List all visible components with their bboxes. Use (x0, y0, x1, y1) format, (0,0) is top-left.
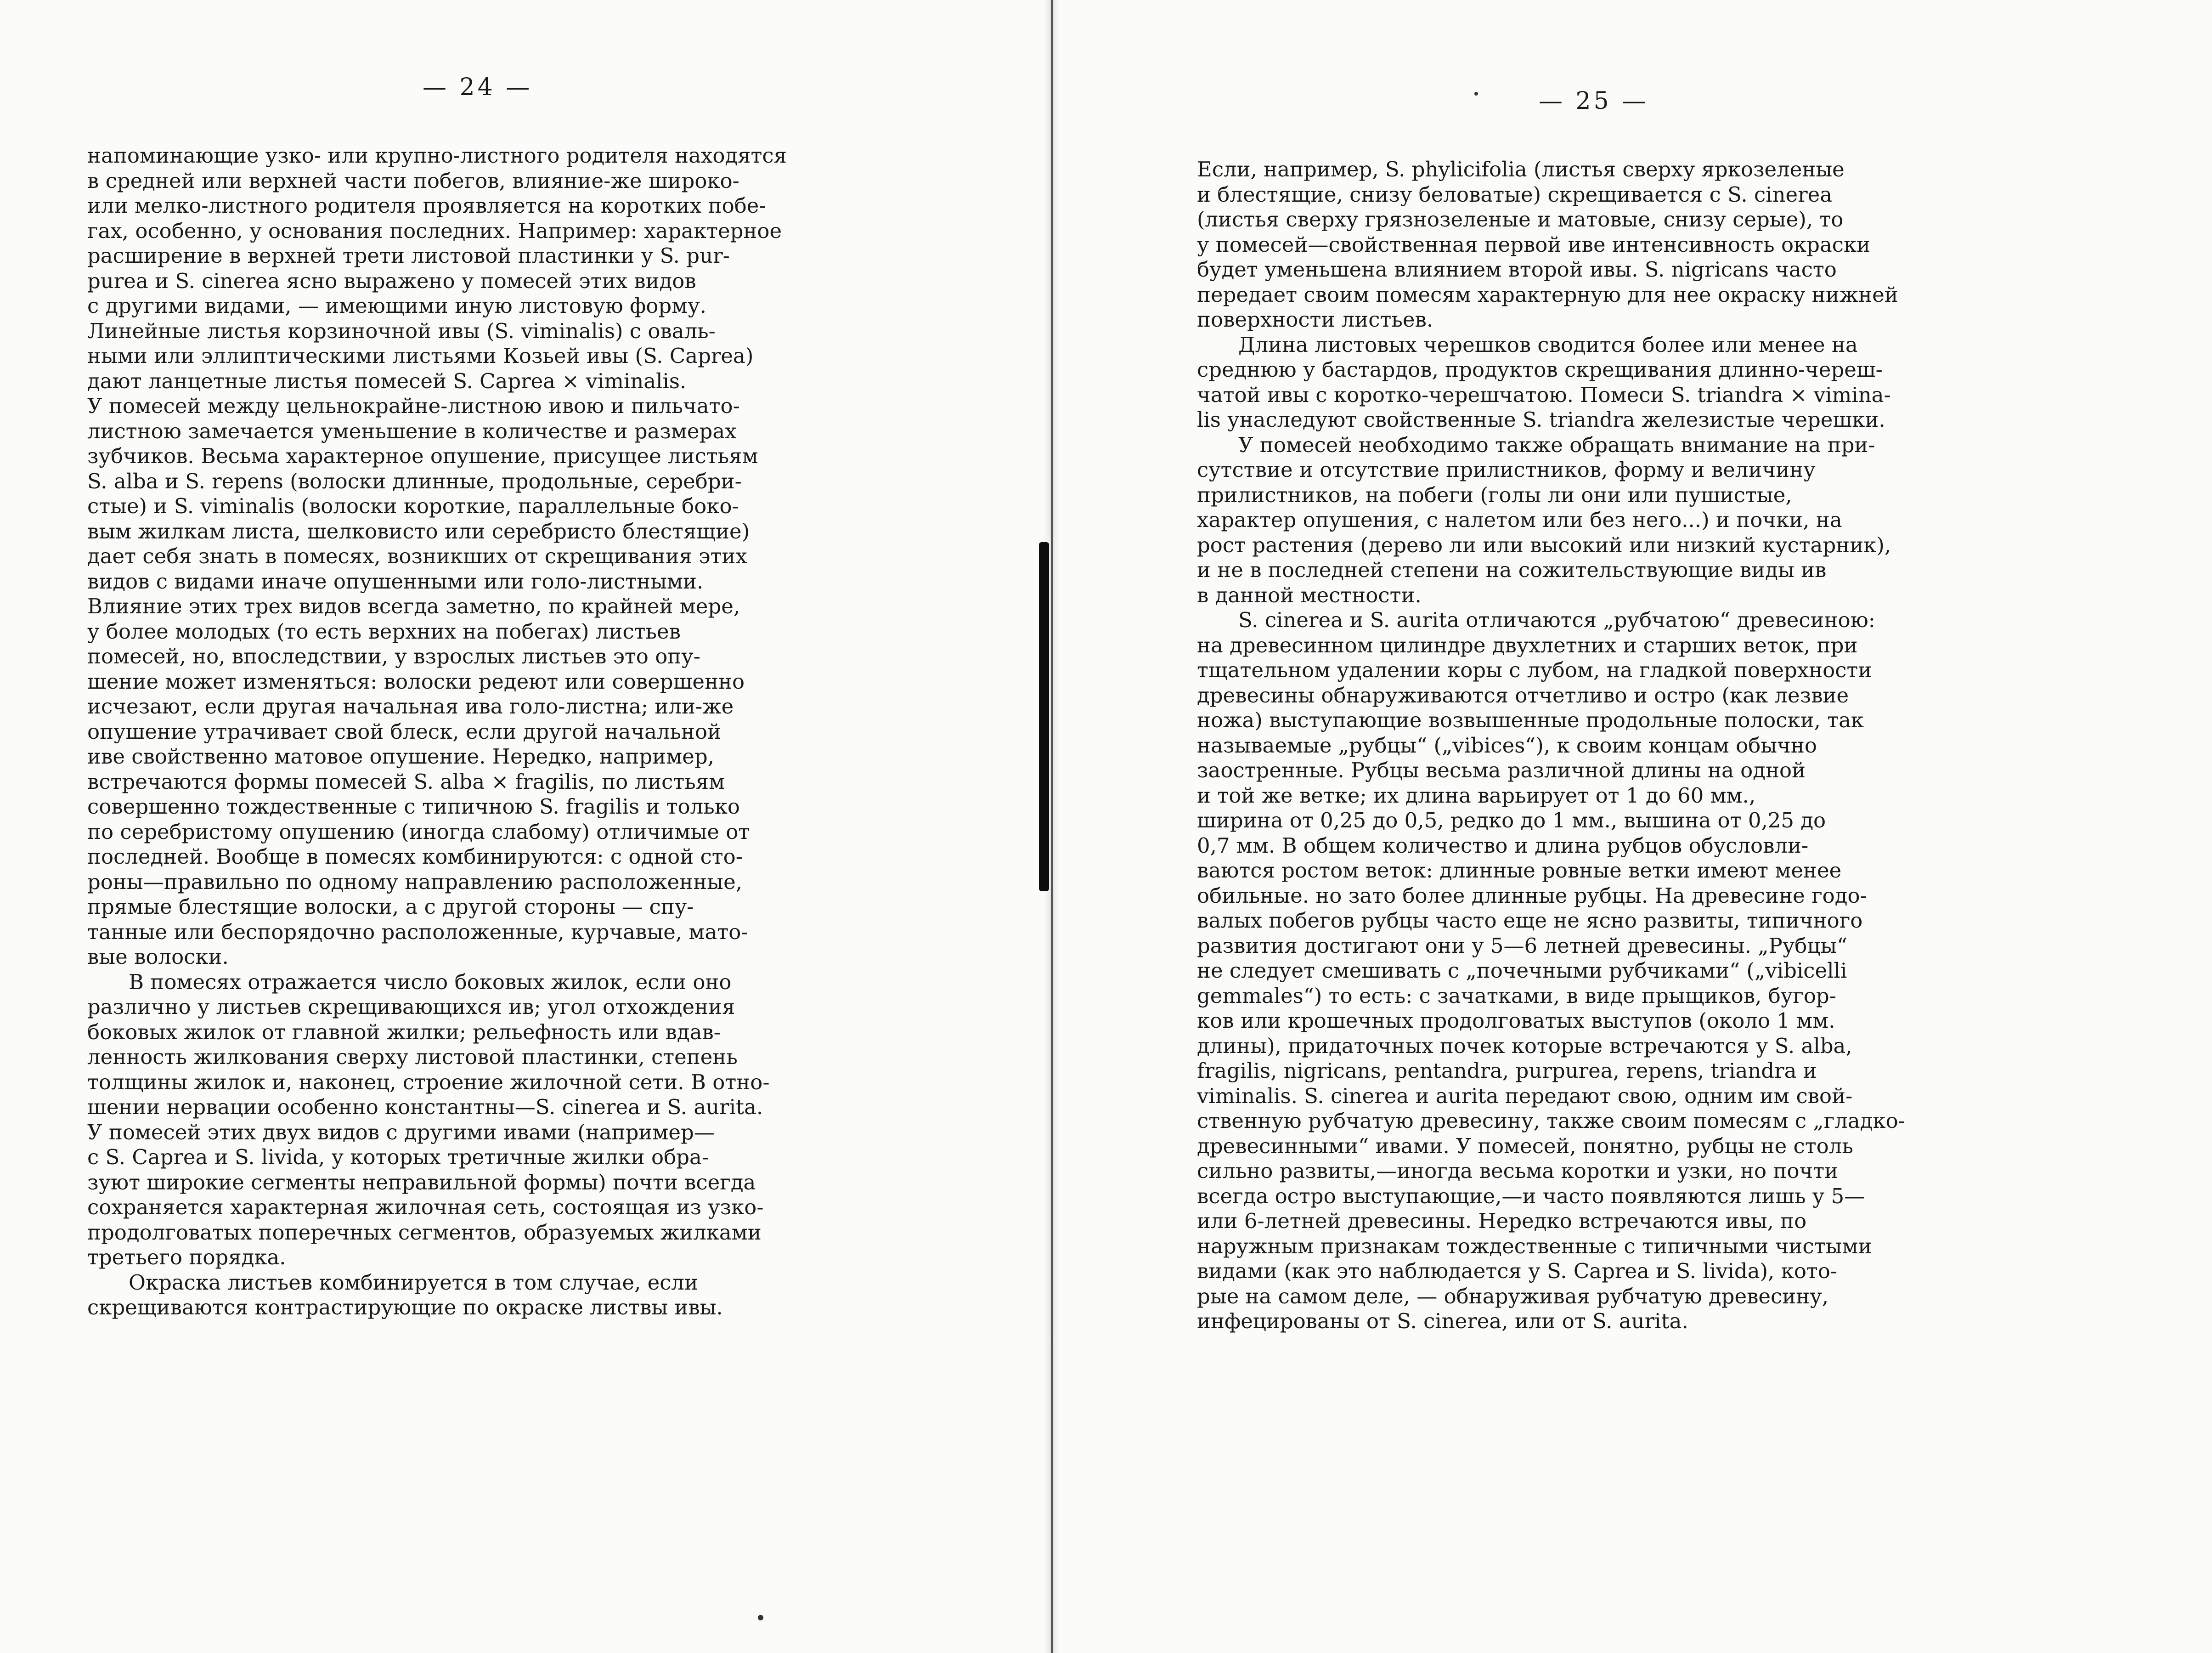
text-line: по серебристому опушению (иногда слабому) отличимые от (87, 819, 750, 844)
text-line: поверхности листьев. (1197, 307, 1433, 332)
text-line: тщательном удалении коры с лубом, на гладкой поверхности (1197, 658, 1872, 682)
text-line: передает своим помесям характерную для нее окраску нижней (1197, 282, 1898, 307)
text-line: всегда остро выступающие,—и часто появляются лишь у 5— (1197, 1183, 1865, 1208)
text-line: ножа) выступающие возвышенные продольные полоски, так (1197, 708, 1864, 732)
text-line: прямые блестящие волоски, а с другой стороны — спу- (87, 894, 694, 919)
text-line: шении нервации особенно константны—S. cinerea и S. aurita. (87, 1095, 763, 1119)
text-line: длины), придаточных почек которые встречаются у S. alba, (1197, 1033, 1852, 1058)
text-line: в средней или верхней части побегов, влияние-же широко- (87, 168, 739, 193)
text-line: сутствие и отсутствие прилистников, форму и величину (1197, 458, 1816, 482)
text-line: заостренные. Рубцы весьма различной длины на одной (1197, 758, 1806, 782)
text-line: viminalis. S. cinerea и aurita передают свою, одним им свой- (1197, 1083, 1853, 1108)
text-line: инфецированы от S. cinerea, или от S. aurita. (1197, 1309, 1688, 1333)
text-line: и блестящие, снизу беловатые) скрещивается с S. cinerea (1197, 182, 1833, 207)
text-line: lis унаследуют свойственные S. triandra железистые черешки. (1197, 408, 1885, 432)
text-line: с S. Caprea и S. livida, у которых третичные жилки обра- (87, 1145, 709, 1169)
text-line: с другими видами, — имеющими иную листовую форму. (87, 294, 706, 318)
text-line: purea и S. cinerea ясно выражено у помесей этих видов (87, 268, 696, 293)
text-line: рые на самом деле, — обнаруживая рубчатую древесину, (1197, 1284, 1829, 1308)
left-page-text (87, 143, 877, 1320)
text-line: У помесей необходимо также обращать внимание на при- (1238, 432, 1875, 457)
text-line: дают ланцетные листья помесей S. Caprea × viminalis. (87, 368, 687, 393)
text-line: У помесей между цельнокрайне-листною ивою и пильчато- (87, 394, 740, 418)
text-line: не следует смешивать с „почечными рубчиками“ („vibicelli (1197, 958, 1847, 983)
text-line: характер опушения, с налетом или без него...) и почки, на (1197, 508, 1842, 532)
left-page (0, 0, 1052, 1653)
text-line: продолговатых поперечных сегментов, образуемых жилками (87, 1220, 762, 1245)
text-line: В помесях отражается число боковых жилок, если оно (129, 969, 732, 994)
text-line: толщины жилок и, наконец, строение жилочной сети. В отно- (87, 1070, 770, 1094)
text-line: fragilis, nigricans, pentandra, purpurea, repens, triandra и (1197, 1059, 1817, 1083)
text-line: вым жилкам листа, шелковисто или серебристо блестящие) (87, 519, 750, 543)
text-line: gemmales“) то есть: с зачатками, в виде прыщиков, бугор- (1197, 983, 1836, 1008)
text-line: ственную рубчатую древесину, также своим помесям с „гладко- (1197, 1109, 1905, 1133)
text-line: на древесинном цилиндре двухлетних и старших веток, при (1197, 633, 1858, 657)
right-page-text (1197, 157, 1999, 1334)
text-line: рост растения (дерево ли или высокий или низкий кустарник), (1197, 532, 1891, 557)
text-line: в данной местности. (1197, 583, 1422, 607)
text-line: видов с видами иначе опушенными или голо-листными. (87, 569, 704, 594)
text-line: называемые „рубцы“ („vibices“), к своим концам обычно (1197, 733, 1817, 758)
text-line: стые) и S. viminalis (волоски короткие, параллельные боко- (87, 494, 739, 518)
text-line: опушение утрачивает свой блеск, если другой начальной (87, 719, 722, 744)
text-line: зубчиков. Весьма характерное опушение, присущее листьям (87, 444, 758, 468)
text-line: шение может изменяться: волоски редеют или совершенно (87, 669, 745, 694)
text-line: сильно развиты,—иногда весьма коротки и узки, но почти (1197, 1159, 1839, 1183)
text-line: Длина листовых черешков сводится более или менее на (1238, 332, 1858, 357)
page-number-right: — 25 — (1539, 87, 1649, 115)
text-line: сохраняется характерная жилочная сеть, состоящая из узко- (87, 1195, 764, 1219)
text-line: ширина от 0,25 до 0,5, редко до 1 мм., вышина от 0,25 до (1197, 808, 1826, 832)
text-line: чатой ивы с коротко-черешчатою. Помеси S. triandra × vimina- (1197, 382, 1891, 407)
text-line: у более молодых (то есть верхних на побегах) листьев (87, 619, 681, 644)
text-line: последней. Вообще в помесях комбинируются: с одной сто- (87, 844, 743, 869)
scan-speck (758, 1615, 763, 1620)
text-line: S. alba и S. repens (волоски длинные, продольные, серебри- (87, 469, 742, 493)
text-line: или мелко-листного родителя проявляется на коротких побе- (87, 193, 766, 218)
text-line: (листья сверху грязнозеленые и матовые, снизу серые), то (1197, 207, 1844, 232)
text-line: вые волоски. (87, 945, 229, 969)
text-line: совершенно тождественные с типичною S. fragilis и только (87, 794, 740, 819)
text-line: Если, например, S. phylicifolia (листья сверху яркозеленые (1197, 157, 1845, 181)
text-line: среднюю у бастардов, продуктов скрещивания длинно-череш- (1197, 357, 1883, 382)
text-line: напоминающие узко- или крупно-листного родителя находятся (87, 143, 787, 168)
text-line: S. cinerea и S. aurita отличаются „рубчатою“ древесиною: (1238, 608, 1875, 632)
text-line: дает себя знать в помесях, возникших от скрещивания этих (87, 544, 747, 568)
text-line: У помесей этих двух видов с другими ивами (например— (87, 1120, 715, 1144)
text-line: прилистников, на побеги (голы ли они или пушистые, (1197, 482, 1792, 507)
text-line: третьего порядка. (87, 1245, 286, 1269)
text-line: иве свойственно матовое опушение. Нередко, например, (87, 744, 714, 769)
text-line: помесей, но, впоследствии, у взрослых листьев это опу- (87, 644, 700, 668)
text-line: ков или крошечных продолговатых выступов (около 1 мм. (1197, 1008, 1835, 1033)
text-line: листною замечается уменьшение в количестве и размерах (87, 419, 737, 443)
text-line: или 6-летней древесины. Нередко встречаются ивы, по (1197, 1209, 1807, 1233)
text-line: гах, особенно, у основания последних. Например: характерное (87, 218, 782, 243)
text-line: Влияние этих трех видов всегда заметно, по крайней мере, (87, 594, 740, 618)
text-line: у помесей—свойственная первой иве интенсивность окраски (1197, 232, 1871, 257)
text-line: будет уменьшена влиянием второй ивы. S. nigricans часто (1197, 257, 1837, 282)
text-line: древесинными“ ивами. У помесей, понятно, рубцы не столь (1197, 1133, 1853, 1158)
text-line: 0,7 мм. В общем количество и длина рубцов обусловли- (1197, 833, 1809, 858)
text-line: различно у листьев скрещивающихся ив; угол отхождения (87, 995, 735, 1019)
text-line: боковых жилок от главной жилки; рельефность или вдав- (87, 1019, 721, 1044)
text-line: зуют широкие сегменты неправильной формы) почти всегда (87, 1170, 756, 1194)
text-line: и не в последней степени на сожительствующие виды ив (1197, 558, 1827, 582)
text-line: Окраска листьев комбинируется в том случае, если (129, 1270, 698, 1295)
text-line: развития достигают они у 5—6 летней древесины. „Рубцы“ (1197, 933, 1848, 958)
text-line: ваются ростом веток: длинные ровные ветки имеют менее (1197, 858, 1842, 883)
text-line: древесины обнаруживаются отчетливо и остро (как лезвие (1197, 683, 1849, 708)
text-line: ленность жилкования сверху листовой пластинки, степень (87, 1045, 738, 1069)
text-line: видами (как это наблюдается у S. Caprea и S. livida), кото- (1197, 1259, 1838, 1283)
scan-speck (1474, 92, 1478, 96)
text-line: Линейные листья корзиночной ивы (S. viminalis) с оваль- (87, 318, 716, 343)
text-line: танные или беспорядочно расположенные, курчавые, мато- (87, 919, 748, 944)
text-line: наружным признакам тождественные с типичными чистыми (1197, 1234, 1872, 1258)
text-line: роны—правильно по одному направлению расположенные, (87, 869, 743, 894)
text-line: исчезают, если другая начальная ива голо-листна; или-же (87, 694, 734, 719)
text-line: ными или эллиптическими листьями Козьей ивы (S. Caprea) (87, 344, 754, 368)
text-line: обильные. но зато более длинные рубцы. На древесине годо- (1197, 883, 1867, 908)
right-page (1052, 0, 2212, 1653)
text-line: скрещиваются контрастирующие по окраске листвы ивы. (87, 1295, 723, 1319)
page-number-left: — 24 — (423, 74, 533, 101)
text-line: встречаются формы помесей S. alba × fragilis, по листьям (87, 769, 725, 794)
text-line: и той же ветке; их длина варьирует от 1 до 60 мм., (1197, 783, 1756, 808)
text-line: валых побегов рубцы часто еще не ясно развиты, типичного (1197, 908, 1863, 933)
text-line: расширение в верхней трети листовой пластинки у S. pur- (87, 243, 730, 268)
